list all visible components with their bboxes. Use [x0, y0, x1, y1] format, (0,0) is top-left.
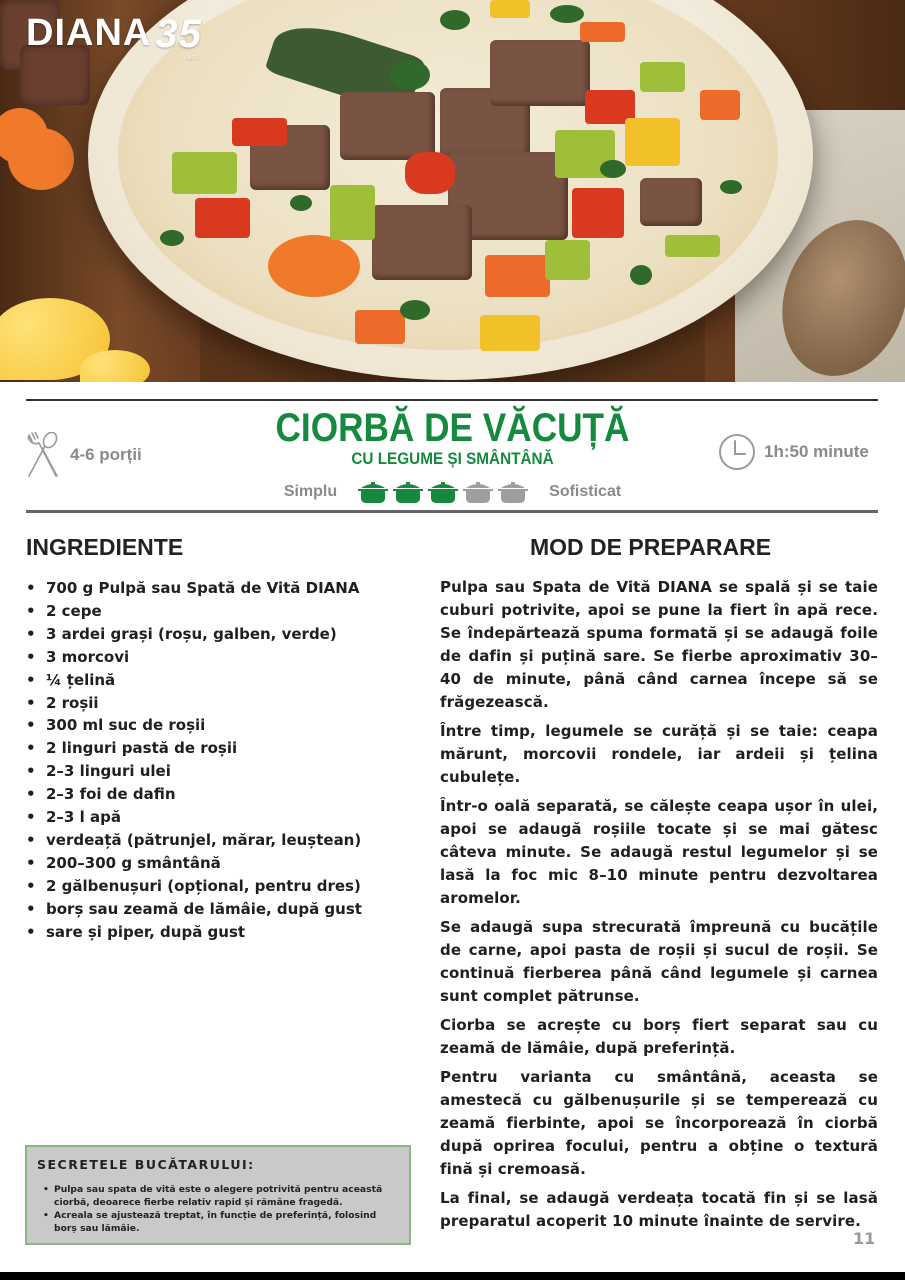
servings-text: 4-6 porții [70, 445, 142, 464]
parsley [400, 300, 430, 320]
red-pepper [232, 118, 287, 146]
chef-secrets-list [37, 1183, 399, 1235]
parsley [440, 10, 470, 30]
chef-secret-item: • Acreala se ajustează treptat, în funcție de preferință, folosind borș sau lămâie. [37, 1209, 399, 1235]
red-pepper [195, 198, 250, 238]
parsley [630, 265, 652, 285]
bottom-divider [26, 510, 878, 513]
parsley [600, 160, 626, 178]
green-pepper [172, 152, 237, 194]
green-pepper [545, 240, 590, 280]
ingredient-item: • 2–3 foi de dafin [26, 783, 416, 806]
cooking-pot-icon [462, 480, 494, 504]
recipe-title: CIORBĂ DE VĂCUȚĂ [275, 406, 630, 450]
parsley [290, 195, 312, 211]
cooking-pot-icon [427, 480, 459, 504]
red-pepper [580, 22, 625, 42]
anniversary-label: ani [187, 54, 200, 61]
parsley [720, 180, 742, 194]
recipe-subtitle: CU LEGUME ȘI SMÂNTÂNĂ [351, 449, 554, 468]
ingredient-item: • 2 cepe [26, 600, 416, 623]
red-pepper [700, 90, 740, 120]
page-number: 11 [853, 1229, 876, 1248]
ingredient-item: • 700 g Pulpă sau Spată de Vită DIANA [26, 577, 416, 600]
beef-cube [640, 178, 702, 226]
beef-cube [372, 205, 472, 280]
ingredient-item: • 300 ml suc de roșii [26, 714, 416, 737]
chef-secret-item: • Pulpa sau spata de vită este o alegere potrivită pentru această ciorbă, deoarece fierbe relativ rapid și rămâne fragedă. [37, 1183, 399, 1209]
tomato-piece [405, 152, 455, 194]
top-divider [26, 399, 878, 401]
parsley [550, 5, 584, 23]
difficulty-label-min: Simplu [283, 483, 338, 500]
difficulty-pots [357, 480, 529, 504]
ingredient-item: • 2 gălbenușuri (opțional, pentru dres) [26, 875, 416, 898]
method-step: Între timp, legumele se curăță și se taie: ceapa mărunt, morcovii rondele, iar ardeii și țelina cubulețe. [440, 722, 878, 786]
ingredient-item: • ¼ țelină [26, 669, 416, 692]
method-heading: MOD DE PREPARARE [530, 534, 772, 560]
hero-photo-soup-bowl [0, 0, 905, 382]
beef-cube [340, 92, 435, 160]
chef-secrets-heading: SECRETELE BUCĂTARULUI: [37, 1157, 255, 1172]
ingredient-item: • 2–3 linguri ulei [26, 760, 416, 783]
ingredients-list [26, 577, 416, 944]
red-pepper [485, 255, 550, 297]
parsley [390, 60, 430, 90]
ingredient-item: • 3 ardei grași (roșu, galben, verde) [26, 623, 416, 646]
method-step: Pentru varianta cu smântână, aceasta se amestecă cu gălbenușurile și se temperează cu zeamă fierbinte, apoi se încorporează în ciorbă după oprirea focului, pentru a obține o textură fină și cremoasă. [440, 1068, 878, 1178]
clock-icon [718, 433, 756, 471]
method-step: Pulpa sau Spata de Vită DIANA se spală și se taie cuburi potrivite, apoi se pune la fiert în apă rece. Se îndepărtează spuma formată și se adaugă foile de dafin și puțină sare. Se fierbe aproximativ 30–40 de minute, până când carnea începe să se frăgezească. [440, 578, 878, 711]
cooking-pot-icon [497, 480, 529, 504]
yellow-pepper [490, 0, 530, 18]
anniversary-number: 35 ani [155, 12, 202, 61]
method-step: La final, se adaugă verdeața tocată fin și se lasă preparatul acoperit 10 minute înainte de servire. [440, 1189, 878, 1230]
green-pepper [640, 62, 685, 92]
duration-text: 1h:50 minute [764, 442, 869, 461]
ingredient-item: • 200–300 g smântână [26, 852, 416, 875]
logo-text: DIANA [26, 12, 152, 54]
parsley [160, 230, 184, 246]
ingredient-item: • borș sau zeamă de lămâie, după gust [26, 898, 416, 921]
ingredients-heading: INGREDIENTE [26, 534, 184, 560]
ingredient-item: • 2 linguri pastă de roșii [26, 737, 416, 760]
method-step: Într-o oală separată, se călește ceapa ușor în ulei, apoi se adaugă roșiile tocate și se mai gătesc câteva minute. Se adaugă restul legumelor și se lasă la foc mic 8–10 minute pentru dezvoltarea aromelor. [440, 797, 878, 907]
difficulty-scale [0, 480, 905, 504]
green-pepper [330, 185, 375, 240]
ingredient-item: • verdeață (pătrunjel, mărar, leuștean) [26, 829, 416, 852]
ingredient-item: • sare și piper, după gust [26, 921, 416, 944]
ingredient-item: • 2–3 l apă [26, 806, 416, 829]
red-pepper [572, 188, 624, 238]
yellow-pepper [480, 315, 540, 351]
method-step: Ciorba se acrește cu borș fiert separat sau cu zeamă de lămâie, după preferință. [440, 1016, 878, 1057]
yellow-pepper [625, 118, 680, 166]
duration-info [718, 433, 869, 471]
carrot-slice [8, 128, 74, 190]
carrot-slice [268, 235, 360, 297]
beef-cube [490, 40, 590, 106]
ingredient-item: • 3 morcovi [26, 646, 416, 669]
green-pepper [665, 235, 720, 257]
difficulty-label-max: Sofisticat [549, 483, 622, 500]
ingredient-item: • 2 roșii [26, 692, 416, 715]
method-steps [440, 576, 878, 1239]
lemon-wedge [80, 350, 150, 382]
red-pepper [355, 310, 405, 344]
bottom-black-bar [0, 1272, 905, 1280]
cooking-pot-icon [392, 480, 424, 504]
chef-secrets-box [25, 1145, 411, 1245]
cooking-pot-icon [357, 480, 389, 504]
method-step: Se adaugă supa strecurată împreună cu bucățile de carne, apoi pasta de roșii și sucul de roșii. Se continuă fierberea până când legumele și carnea sunt complet pătrunse. [440, 918, 878, 1005]
diana-35-logo [26, 12, 202, 61]
